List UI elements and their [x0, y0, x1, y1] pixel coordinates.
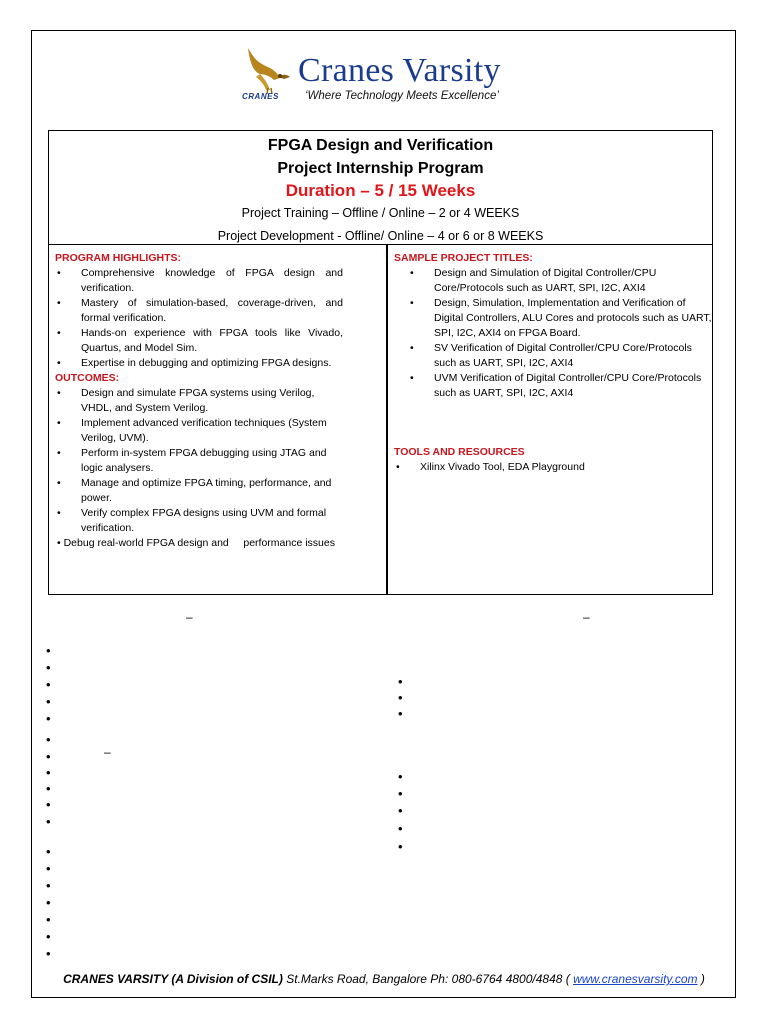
list-item: • Xilinx Vivado Tool, EDA Playground [394, 460, 712, 475]
list-item: • Verify complex FPGA designs using UVM and formal verification. [55, 506, 343, 536]
empty-bullet: • [46, 711, 51, 726]
list-item: • Implement advanced verification techniques (System Verilog, UVM). [55, 416, 343, 446]
footer-close: ) [697, 972, 705, 986]
empty-bullet: • [46, 929, 51, 944]
program-box [48, 130, 713, 595]
empty-bullet: • [46, 878, 51, 893]
highlights-heading: PROGRAM HIGHLIGHTS: [55, 252, 181, 264]
list-item: • Perform in-system FPGA debugging using JTAG and logic analysers. [55, 446, 343, 476]
last-outcome: • Debug real-world FPGA design and performance issues [57, 537, 335, 549]
column-divider [386, 245, 388, 594]
empty-bullet: • [398, 803, 403, 818]
development-mode: Project Development - Offline/ Online – 4 or 6 or 8 WEEKS [217, 229, 544, 243]
highlights-list [55, 266, 343, 371]
list-item: • UVM Verification of Digital Controller/CPU Core/Protocols such as UART, SPI, I2C, AXI4 [394, 371, 712, 401]
footer [0, 972, 768, 986]
outcomes-list [55, 386, 343, 536]
outcomes-heading: OUTCOMES: [55, 372, 120, 384]
empty-bullet: • [46, 844, 51, 859]
stray-dash: – [583, 610, 590, 624]
training-mode: Project Training – Offline / Online – 2 or 4 WEEKS [241, 206, 520, 220]
empty-bullet: • [46, 814, 51, 829]
program-title: FPGA Design and Verification [267, 137, 494, 154]
list-item: • Design and simulate FPGA systems using Verilog, VHDL, and System Verilog. [55, 386, 343, 416]
empty-bullet: • [398, 821, 403, 836]
empty-bullet: • [46, 660, 51, 675]
empty-bullet: • [398, 786, 403, 801]
projects-heading: SAMPLE PROJECT TITLES: [394, 252, 533, 264]
list-item: • SV Verification of Digital Controller/CPU Core/Protocols such as UART, SPI, I2C, AXI4 [394, 341, 712, 371]
empty-bullet: • [46, 677, 51, 692]
list-item: • Mastery of simulation-based, coverage-driven, and formal verification. [55, 296, 343, 326]
stray-dash: – [104, 745, 111, 759]
program-header [49, 131, 712, 245]
program-subtitle: Project Internship Program [277, 160, 484, 177]
empty-bullet: • [46, 643, 51, 658]
list-item: • Expertise in debugging and optimizing FPGA designs. [55, 356, 343, 371]
tools-heading: TOOLS AND RESOURCES [394, 446, 525, 458]
empty-bullet: • [46, 861, 51, 876]
footer-org: CRANES VARSITY (A Division of CSIL) [63, 972, 283, 986]
empty-bullet: • [46, 912, 51, 927]
projects-list [394, 266, 712, 401]
empty-bullet: • [46, 732, 51, 747]
list-item: • Hands-on experience with FPGA tools like Vivado, Quartus, and Model Sim. [55, 326, 343, 356]
empty-bullet: • [46, 895, 51, 910]
duration: Duration – 5 / 15 Weeks [285, 181, 476, 200]
empty-bullet: • [398, 769, 403, 784]
footer-address: St.Marks Road, Bangalore Ph: 080-6764 4800/4848 ( [282, 972, 574, 986]
empty-bullet: • [398, 674, 403, 689]
empty-bullet: • [398, 690, 403, 705]
empty-bullet: • [46, 749, 51, 764]
empty-bullet: • [46, 946, 51, 961]
logo-wordmark: CRANES [242, 92, 279, 101]
right-column [394, 251, 712, 475]
empty-bullet: • [46, 797, 51, 812]
empty-bullet: • [46, 694, 51, 709]
list-item: • Design, Simulation, Implementation and Verification of Digital Controllers, ALU Cores and protocols such as UART, SPI, I2C, AXI4 on FPGA Board. [394, 296, 712, 341]
website-link[interactable]: www.cranesvarsity.com [573, 972, 698, 986]
tools-list [394, 460, 712, 475]
empty-bullet: • [46, 781, 51, 796]
brand-name: Cranes Varsity [298, 52, 501, 89]
list-item: • Manage and optimize FPGA timing, performance, and power. [55, 476, 343, 506]
list-item: • Design and Simulation of Digital Controller/CPU Core/Protocols such as UART, SPI, I2C, AXI4 [394, 266, 712, 296]
empty-bullet: • [398, 839, 403, 854]
list-item: • Comprehensive knowledge of FPGA design and verification. [55, 266, 343, 296]
empty-bullet: • [398, 706, 403, 721]
empty-bullet: • [46, 765, 51, 780]
brand-tagline: ‘Where Technology Meets Excellence’ [305, 90, 499, 102]
stray-dash: – [186, 610, 193, 624]
left-column [55, 251, 343, 551]
